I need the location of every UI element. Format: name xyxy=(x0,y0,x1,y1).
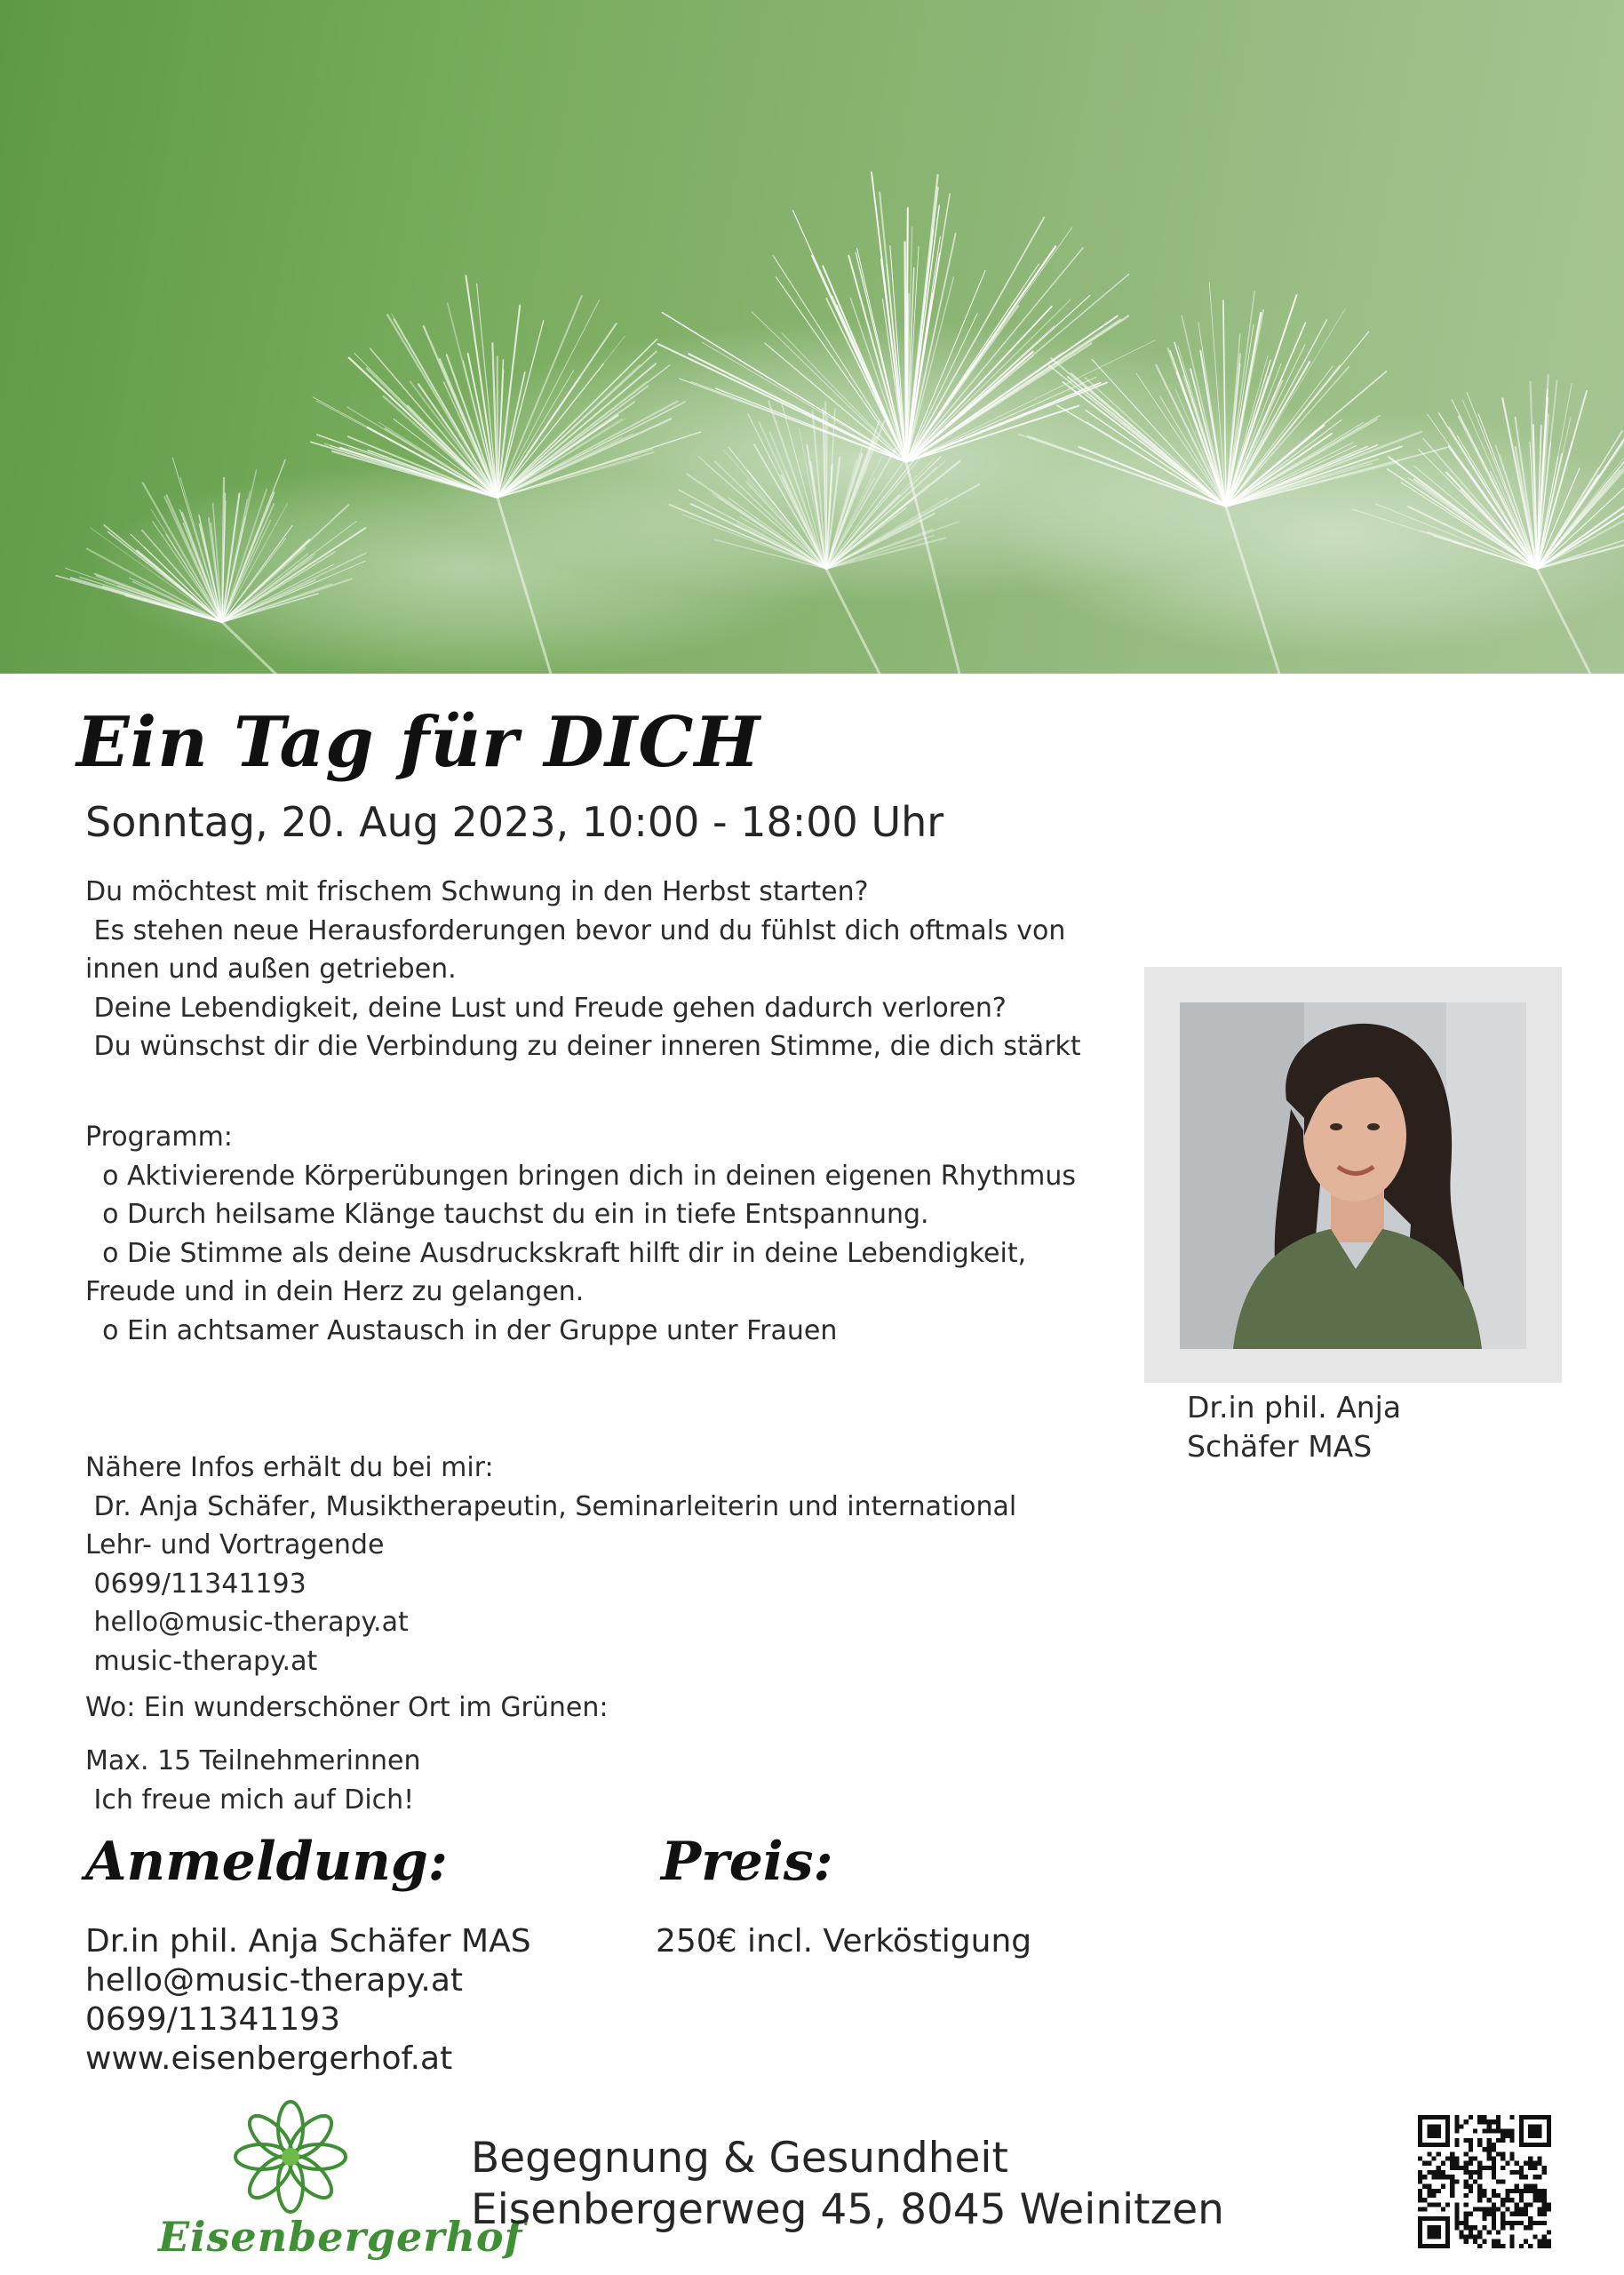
registration-phone: 0699/11341193 xyxy=(85,2001,340,2038)
intro-line: Du möchtest mit frischem Schwung in den Herbst starten? xyxy=(85,876,869,907)
qr-code-icon xyxy=(1418,2115,1551,2248)
info-email: hello@music-therapy.at xyxy=(85,1607,409,1638)
portrait-caption xyxy=(1187,1388,1507,1466)
max-line: Max. 15 Teilnehmerinnen xyxy=(85,1745,421,1776)
price-value: 250€ incl. Verköstigung xyxy=(656,1923,1032,1960)
program-item: o Durch heilsame Klänge tauchst du ein in tiefe Entspannung. xyxy=(85,1199,929,1230)
hero-image xyxy=(0,0,1624,674)
caption-line: Dr.in phil. Anja xyxy=(1187,1390,1402,1425)
where-line: Wo: Ein wunderschöner Ort im Grünen: xyxy=(85,1692,609,1723)
caption-line: Schäfer MAS xyxy=(1187,1429,1373,1464)
info-line: Dr. Anja Schäfer, Musiktherapeutin, Seminarleiterin und international Lehr- und Vortragende xyxy=(85,1490,1025,1561)
registration-email: hello@music-therapy.at xyxy=(85,1962,464,1999)
intro-line: Du wünschst dir die Verbindung zu deiner inneren Stimme, die dich stärkt xyxy=(85,1031,1081,1062)
program-heading: Programm: xyxy=(85,1122,233,1153)
intro-line: Deine Lebendigkeit, deine Lust und Freude gehen dadurch verloren? xyxy=(85,992,1007,1024)
logo-text: Eisenbergerhof xyxy=(158,2213,523,2261)
greeting-line: Ich freue mich auf Dich! xyxy=(85,1784,415,1816)
intro-line: Es stehen neue Herausforderungen bevor und du fühlst dich oftmals von innen und außen getrieben. xyxy=(85,914,1074,985)
event-date: Sonntag, 20. Aug 2023, 10:00 - 18:00 Uhr xyxy=(85,798,944,846)
footer-address xyxy=(471,2133,1224,2236)
registration-heading: Anmeldung: xyxy=(85,1831,448,1893)
registration-website: www.eisenbergerhof.at xyxy=(85,2040,453,2077)
price-details xyxy=(656,1922,1031,1961)
footer-slogan: Begegnung & Gesundheit xyxy=(471,2134,1008,2183)
price-heading: Preis: xyxy=(661,1831,833,1893)
portrait-photo xyxy=(1180,1002,1526,1349)
info-heading: Nähere Infos erhält du bei mir: xyxy=(85,1452,494,1483)
event-title: Ein Tag für DICH xyxy=(76,702,761,783)
contact-info xyxy=(85,1449,1089,1680)
dandelion-hero-image xyxy=(0,0,1624,674)
registration-name: Dr.in phil. Anja Schäfer MAS xyxy=(85,1923,531,1960)
location-text xyxy=(85,1688,1089,1728)
info-website: music-therapy.at xyxy=(85,1645,318,1677)
registration-details xyxy=(85,1922,531,2079)
program-item: o Aktivierende Körperübungen bringen dich in deinen eigenen Rhythmus xyxy=(85,1160,1077,1192)
flower-logo-icon xyxy=(233,2099,348,2215)
intro-text xyxy=(85,873,1089,1066)
participants-text xyxy=(85,1742,1089,1819)
program-list xyxy=(85,1118,1089,1350)
footer-street: Eisenbergerweg 45, 8045 Weinitzen xyxy=(471,2185,1224,2234)
program-item: o Die Stimme als deine Ausdruckskraft hilft dir in deine Lebendigkeit, Freude und in dein Herz zu gelangen. xyxy=(85,1237,1035,1307)
portrait-frame xyxy=(1144,967,1562,1383)
program-item: o Ein achtsamer Austausch in der Gruppe unter Frauen xyxy=(85,1314,838,1346)
info-phone: 0699/11341193 xyxy=(85,1568,306,1600)
